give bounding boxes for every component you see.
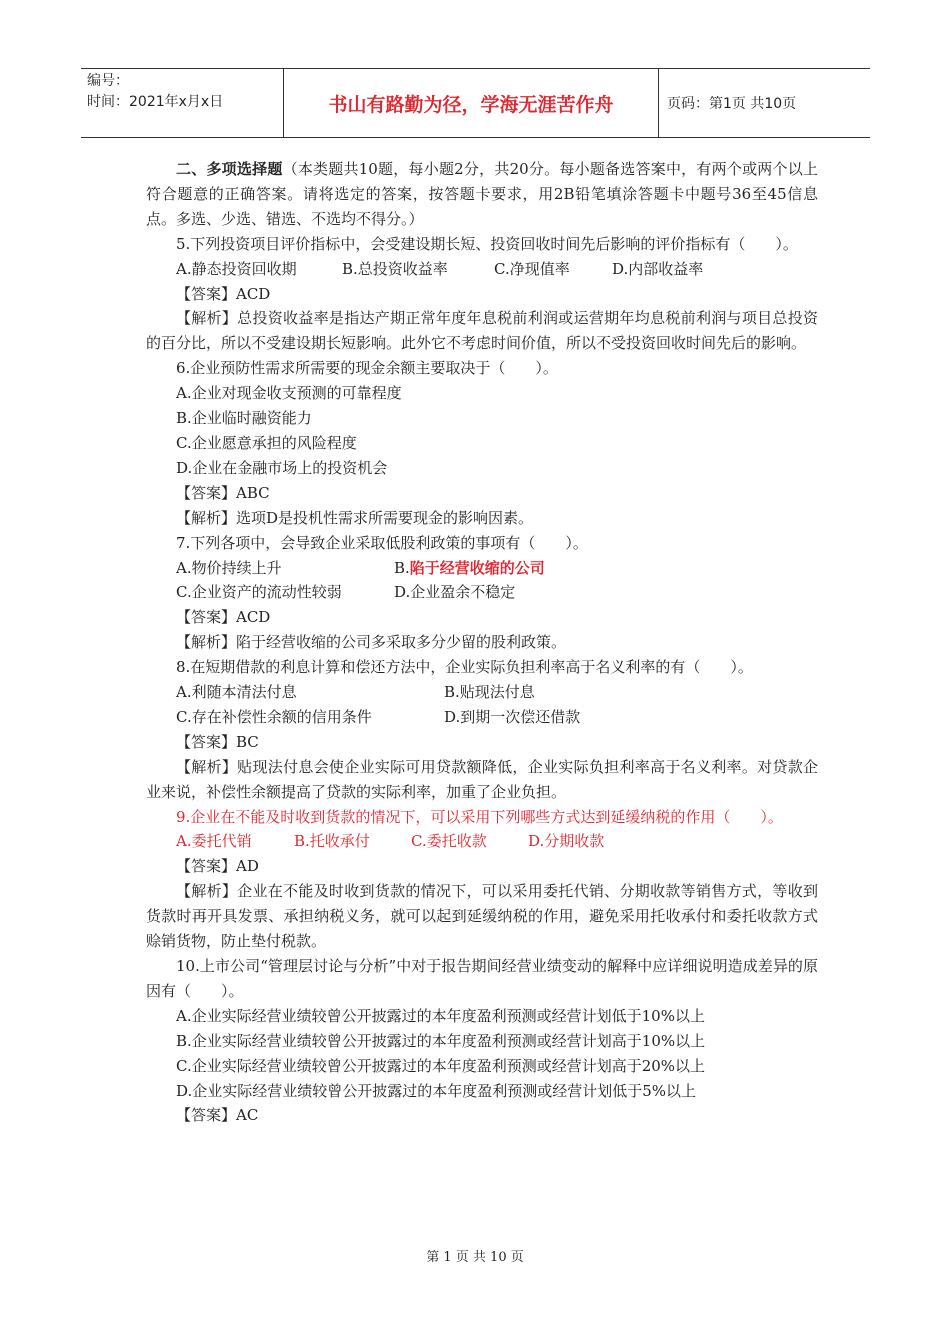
question-10-answer: 【答案】AC [176,1106,259,1125]
q8-option-b: B.贴现法付息 [444,683,535,702]
q8-option-d: D.到期一次偿还借款 [444,707,581,726]
q10-option-a: A.企业实际经营业绩较曾公开披露过的本年度盈利预测或经营计划低于10%以上 [176,1006,705,1025]
q6-option-a: A.企业对现金收支预测的可靠程度 [176,384,402,403]
q7-option-b [394,556,545,581]
question-7-answer: 【答案】ACD [176,608,271,627]
question-5-analysis: 【解析】总投资收益率是指达产期正常年度年息税前利润或运营期年均息税前利润与项目总投资的百分比，所以不受建设期长短影响。此外它不考虑时间价值，所以不受投资回收时间先后的影响。 [146,309,818,353]
q6-option-c: C.企业愿意承担的风险程度 [176,433,357,452]
question-6-text: 6.企业预防性需求所需要的现金余额主要取决于（ ）。 [176,359,558,378]
section-intro-text: （本类题共10题，每小题2分，共20分。每小题备选答案中，有两个或两个以上符合题意的正确答案。请将选定的答案，按答题卡要求，用2B铅笔填涂答题卡中题号36至45信息点。多选、少选、错选、不选均不得分。） [146,160,818,228]
header-meta [81,69,284,137]
header-page-label: 页码：第1页 共10页 [667,96,797,112]
q7-option-b-text: 陷于经营收缩的公司 [409,558,545,577]
q9-option-c: C.委托收款 [411,832,487,851]
q5-option-c: C.净现值率 [494,259,570,278]
question-9-analysis: 【解析】企业在不能及时收到货款的情况下，可以采用委托代销、分期收款等销售方式，等收到货款时再开具发票、承担纳税义务，就可以起到延缓纳税的作用，避免采用托收承付和委托收款方式赊销货物，防止垫付税款。 [146,882,818,951]
question-7-options-row2 [146,580,818,605]
question-9-answer: 【答案】AD [176,857,259,876]
q6-option-d: D.企业在金融市场上的投资机会 [176,458,388,477]
section-title: 二、多项选择题 [176,160,283,178]
q9-option-a: A.委托代销 [176,832,252,851]
q8-option-c: C.存在补偿性余额的信用条件 [176,707,372,726]
q5-option-d: D.内部收益率 [612,259,704,278]
q7-option-c: C.企业资产的流动性较弱 [176,583,342,602]
question-6-answer: 【答案】ABC [176,483,270,502]
question-7-text: 7.下列各项中，会导致企业采取低股利政策的事项有（ ）。 [176,533,588,552]
question-8-options-row2 [146,705,818,730]
question-10-text: 10.上市公司“管理层讨论与分析”中对于报告期间经营业绩变动的解释中应详细说明造成差异的原因有（ ）。 [146,957,818,1000]
q5-option-b: B.总投资收益率 [342,259,448,278]
question-5-text: 5.下列投资项目评价指标中，会受建设期长短、投资回收时间先后影响的评价指标有（ ）。 [176,234,798,253]
q9-option-d: D.分期收款 [528,832,605,851]
question-7-analysis: 【解析】陷于经营收缩的公司多采取多分少留的股利政策。 [176,633,567,652]
question-8-options-row1 [146,680,818,705]
question-9-options [146,829,818,854]
q10-option-b: B.企业实际经营业绩较曾公开披露过的本年度盈利预测或经营计划高于10%以上 [176,1031,706,1050]
question-9-text: 9.企业在不能及时收到货款的情况下，可以采用下列哪些方式达到延缓纳税的作用（ ）。 [176,807,783,826]
code-label: 编号： [87,73,129,89]
document-body [146,157,818,1128]
section-intro [146,157,818,232]
q7-option-a: A.物价持续上升 [176,558,282,577]
question-7-options-row1 [146,556,818,581]
page-footer: 第 1 页 共 10 页 [426,1250,524,1265]
question-8-answer: 【答案】BC [176,732,259,751]
q7-option-b-prefix: B. [394,558,410,577]
q7-option-d: D.企业盈余不稳定 [394,583,516,602]
question-5-answer: 【答案】ACD [176,284,271,303]
page-header [81,68,870,138]
header-motto: 书山有路勤为径，学海无涯苦作舟 [284,69,659,137]
question-5-options [146,257,818,282]
q10-option-d: D.企业实际经营业绩较曾公开披露过的本年度盈利预测或经营计划低于5%以上 [176,1081,697,1100]
q10-option-c: C.企业实际经营业绩较曾公开披露过的本年度盈利预测或经营计划高于20%以上 [176,1056,706,1075]
time-label: 时间：2021年x月x日 [87,94,224,110]
question-8-analysis: 【解析】贴现法付息会使企业实际可用贷款额降低，企业实际负担利率高于名义利率。对贷款企业来说，补偿性余额提高了贷款的实际利率，加重了企业负担。 [146,757,818,801]
q9-option-b: B.托收承付 [294,832,370,851]
q5-option-a: A.静态投资回收期 [176,259,297,278]
q8-option-a: A.利随本清法付息 [176,683,297,702]
question-8-text: 8.在短期借款的利息计算和偿还方法中，企业实际负担利率高于名义利率的有（ ）。 [176,658,753,677]
question-6-analysis: 【解析】选项D是投机性需求所需要现金的影响因素。 [176,508,534,527]
q6-option-b: B.企业临时融资能力 [176,409,312,428]
